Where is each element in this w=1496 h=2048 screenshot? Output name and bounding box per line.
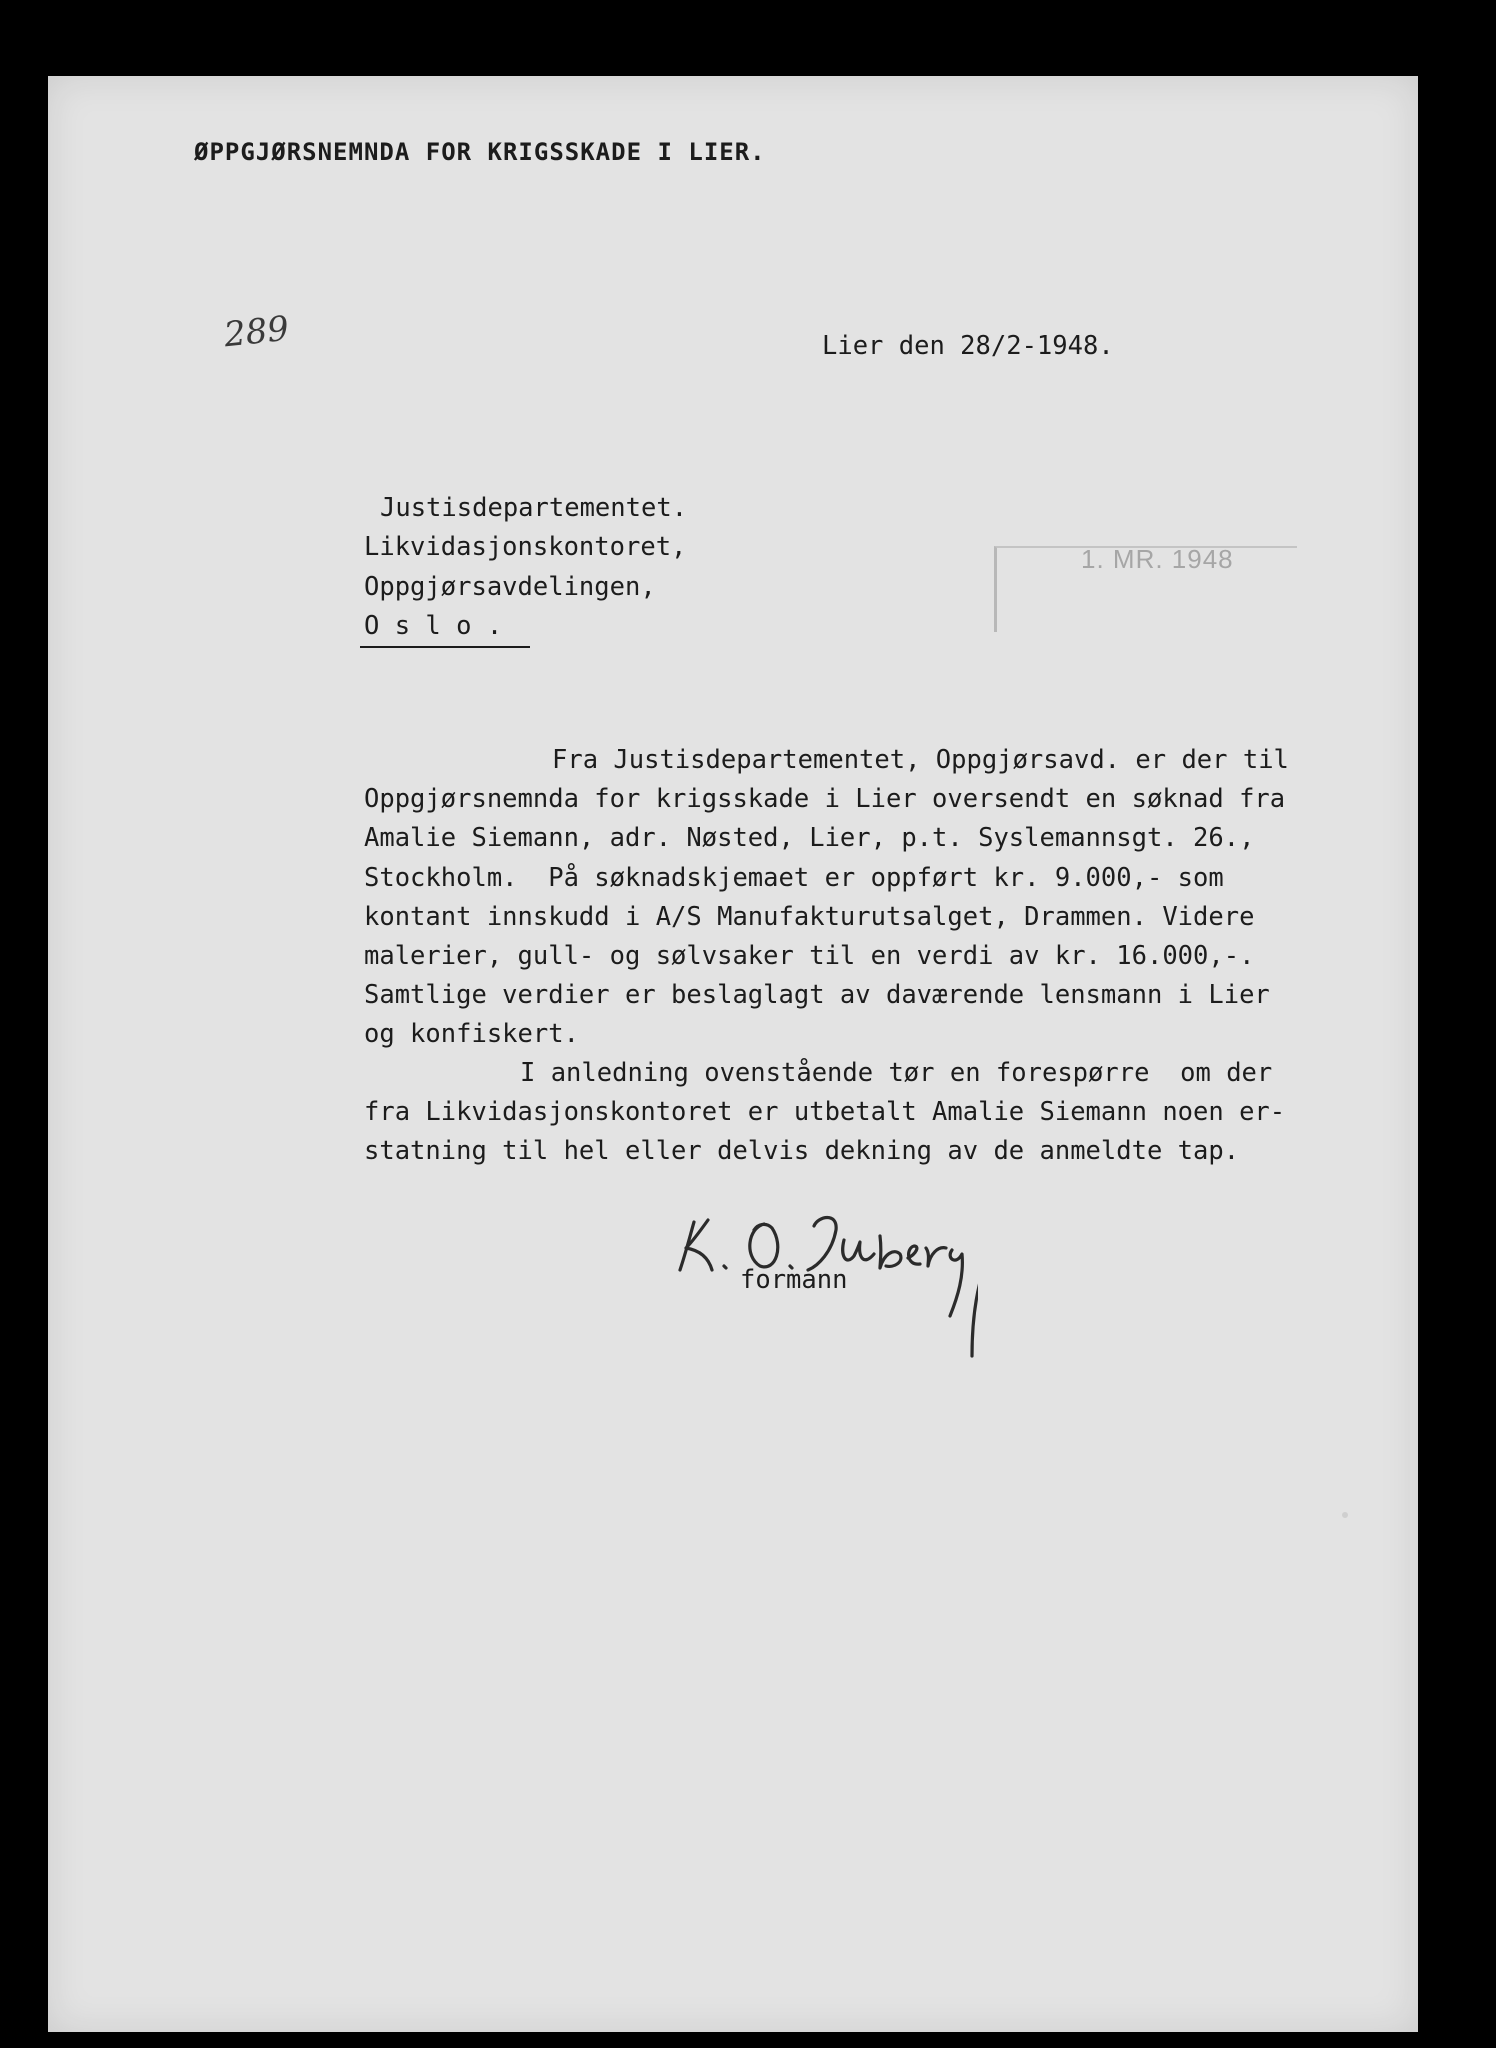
recipient-underline — [360, 646, 530, 648]
recipient-line-1: Justisdepartementet. — [380, 493, 688, 523]
recipient-line-3: Oppgjørsavdelingen, — [364, 572, 656, 602]
body-line-8: og konfiskert. — [364, 1019, 579, 1049]
signature-title: formann — [740, 1265, 848, 1295]
body-line-2: Oppgjørsnemnda for krigsskade i Lier oversendt en søknad fra — [364, 784, 1286, 814]
date-line: Lier den 28/2-1948. — [822, 331, 1114, 361]
paper-speck — [1342, 1512, 1348, 1518]
received-stamp — [994, 546, 1297, 632]
body-line-10: fra Likvidasjonskontoret er utbetalt Amalie Siemann noen er- — [364, 1097, 1286, 1127]
body-line-1: Fra Justisdepartementet, Oppgjørsavd. er der til — [552, 745, 1289, 775]
body-line-9: I anledning ovenstående tør en forespørre om der — [520, 1058, 1273, 1088]
letterhead: ØPPGJØRSNEMNDA FOR KRIGSSKADE I LIER. — [194, 138, 766, 166]
archive-number: 289 — [222, 308, 291, 356]
body-line-11: statning til hel eller delvis dekning av de anmeldte tap. — [364, 1136, 1240, 1166]
body-line-6: malerier, gull- og sølvsaker til en verdi av kr. 16.000,-. — [364, 941, 1255, 971]
body-line-4: Stockholm. På søknadskjemaet er oppført kr. 9.000,- som — [364, 863, 1224, 893]
body-line-5: kontant innskudd i A/S Manufakturutsalget, Drammen. Videre — [364, 902, 1255, 932]
letter-page — [48, 76, 1418, 2032]
body-line-7: Samtlige verdier er beslaglagt av daværende lensmann i Lier — [364, 980, 1270, 1010]
received-stamp-date: 1. MR. 1948 — [1081, 544, 1234, 574]
recipient-line-4: O s l o . — [364, 611, 503, 641]
recipient-line-2: Likvidasjonskontoret, — [364, 532, 687, 562]
body-line-3: Amalie Siemann, adr. Nøsted, Lier, p.t. Syslemannsgt. 26., — [364, 823, 1255, 853]
